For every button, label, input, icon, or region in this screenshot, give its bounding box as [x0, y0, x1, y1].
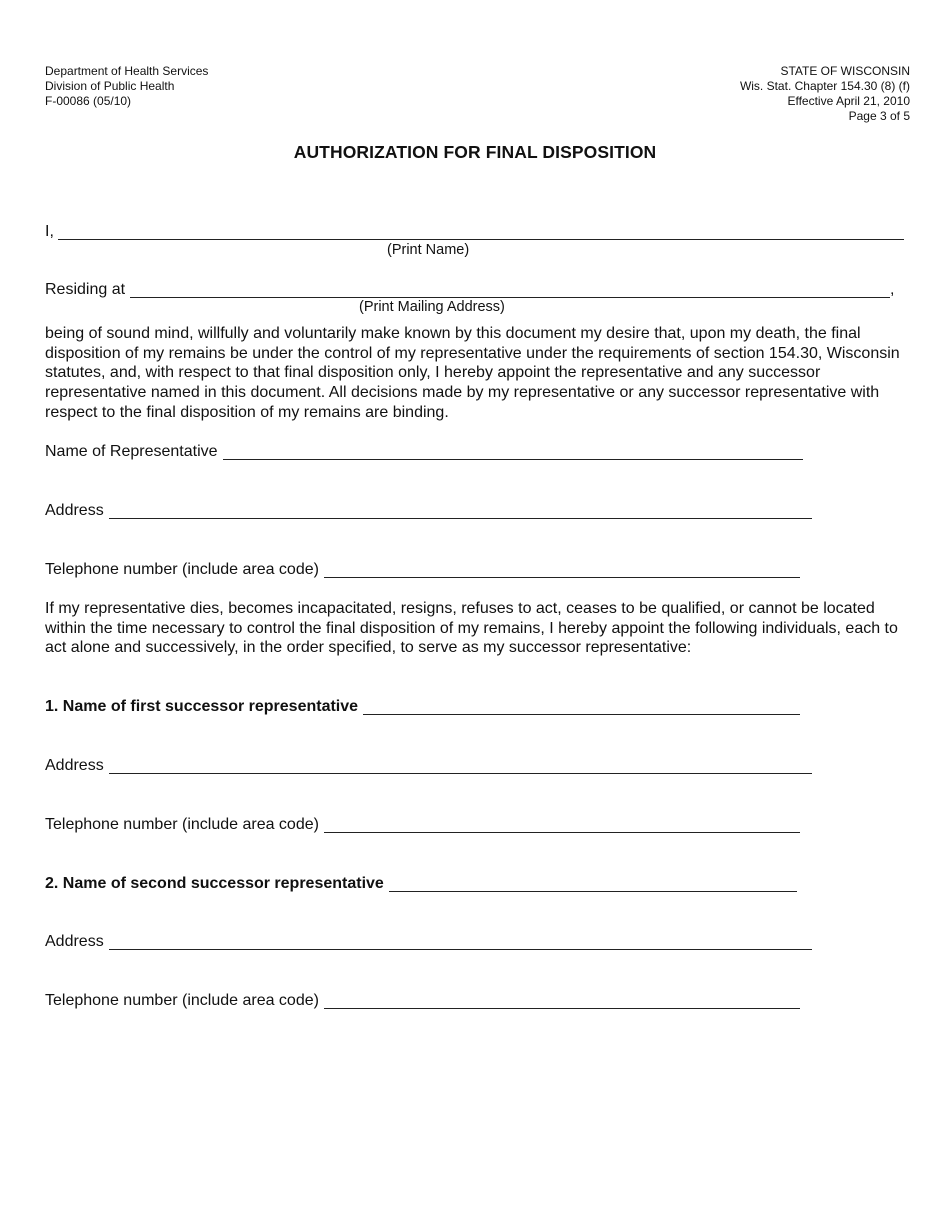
residing-at-label: Residing at	[45, 281, 126, 298]
representative-phone-field[interactable]	[324, 562, 800, 578]
header-form-number: F-00086 (05/10)	[45, 94, 132, 108]
successor-2-phone-label: Telephone number (include area code)	[45, 992, 319, 1009]
successor-1-name-label: 1. Name of first successor representative	[45, 698, 359, 715]
print-name-caption: (Print Name)	[387, 242, 470, 258]
successor-2-name-field[interactable]	[389, 876, 797, 892]
successor-1-address-field[interactable]	[109, 758, 812, 774]
successor-2-address-row	[45, 932, 812, 952]
header-effective-date: Effective April 21, 2010	[787, 94, 910, 108]
successor-1-name-row	[45, 697, 800, 717]
successor-1-name-field[interactable]	[363, 699, 800, 715]
header-page-number: Page 3 of 5	[848, 109, 910, 123]
header-state-info	[740, 64, 910, 124]
successor-2-phone-row	[45, 991, 800, 1011]
header-agency	[45, 64, 208, 109]
successor-1-address-label: Address	[45, 757, 104, 774]
declarant-name-prefix: I,	[45, 223, 54, 240]
representative-name-label: Name of Representative	[45, 443, 218, 460]
representative-phone-label: Telephone number (include area code)	[45, 561, 319, 578]
successor-2-address-label: Address	[45, 933, 104, 950]
declarant-name-row	[45, 222, 904, 242]
declaration-paragraph: being of sound mind, willfully and voluntarily make known by this document my desire that, upon my death, the final disposition of my remains be under the control of my representative under the requirements of section 154.30, Wisconsin statutes, and, with respect to that final disposition only, I hereby appoint the representative and any successor representative named in this document. All decisions made by my representative or any successor representative with respect to the final disposition of my remains are binding.	[45, 325, 900, 421]
representative-name-row	[45, 442, 803, 462]
successor-2-name-label: 2. Name of second successor representative	[45, 875, 384, 892]
successor-2-phone-field[interactable]	[324, 993, 800, 1009]
representative-address-label: Address	[45, 502, 104, 519]
header-division: Division of Public Health	[45, 79, 175, 93]
residing-comma: ,	[890, 281, 895, 298]
successor-1-phone-field[interactable]	[324, 817, 800, 833]
header-statute: Wis. Stat. Chapter 154.30 (8) (f)	[739, 79, 910, 93]
representative-address-row	[45, 501, 812, 521]
successor-1-phone-row	[45, 815, 800, 835]
successor-1-address-row	[45, 756, 812, 776]
representative-name-field[interactable]	[223, 444, 803, 460]
successor-1-phone-label: Telephone number (include area code)	[45, 816, 319, 833]
header-state: STATE OF WISCONSIN	[780, 64, 910, 78]
form-title: AUTHORIZATION FOR FINAL DISPOSITION	[293, 142, 657, 162]
successor-2-name-row	[45, 874, 797, 894]
representative-phone-row	[45, 560, 800, 580]
declarant-name-field[interactable]	[58, 224, 904, 240]
representative-address-field[interactable]	[109, 503, 812, 519]
residing-address-field[interactable]	[130, 282, 890, 298]
successor-2-address-field[interactable]	[109, 934, 812, 950]
print-address-caption: (Print Mailing Address)	[359, 299, 505, 315]
header-department: Department of Health Services	[45, 64, 209, 78]
residing-at-row	[45, 280, 895, 300]
successor-paragraph: If my representative dies, becomes incapacitated, resigns, refuses to act, ceases to be qualified, or cannot be located within the time necessary to control the final disposition of my remains, I hereby appoint the following individuals, each to act alone and successively, in the order specified, to serve as my successor representative:	[45, 600, 898, 657]
